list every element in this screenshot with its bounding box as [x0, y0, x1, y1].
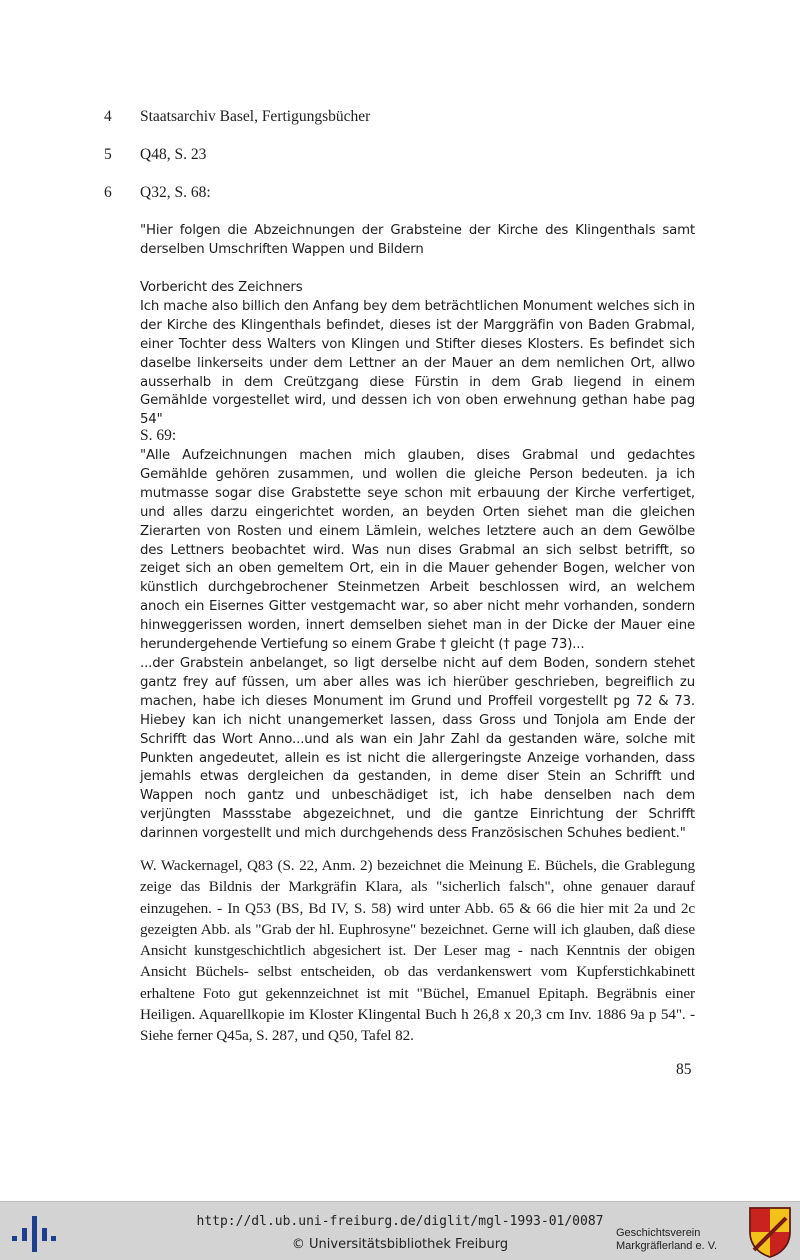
publisher-line-1: Geschichtsverein	[616, 1227, 701, 1239]
footnote-6	[0, 184, 800, 206]
permalink-url[interactable]: http://dl.ub.uni-freiburg.de/diglit/mgl-1993-01/0087	[196, 1214, 604, 1229]
footnote-number: 6	[104, 184, 112, 201]
footnote-number: 5	[104, 146, 112, 163]
footer-bar	[0, 1201, 800, 1260]
footnote-5	[0, 146, 800, 168]
s69-quote-part2: ...der Grabstein anbelanget, so ligt derselbe nicht auf dem Boden, sondern stehet gantz frey auf füssen, um aber alles was ich hierüber geschrieben, begreiflich zu machen, habe ich dieses Monument im Grund und Proffeil vorgestellt pg 72 & 73. Hiebey kan ich nicht unangemerket lassen, dass Gross und Tonjola am Ende der Schrifft das Wort Anno...und als wan ein Jahr Zahl da gestanden wäre, solche mit Punkten angedeutet, allein es ist nicht die allergeringste Anzeige vorhanden, dass jemahls etwas dergleichen da gestanden, in deme diser Stein an Schrifft und Wappen noch gantz und unbeschädiget ist, ich habe denselben nach dem verjüngten Massstabe abgezeichnet, und die gantze Einrichtung der Schrifft darinnen vorgestellt und mich durchgehends dess Französischen Schuhes bedient."	[140, 655, 695, 842]
quote-intro-text: "Hier folgen die Abzeichnungen der Grabsteine der Kirche des Klingenthals samt derselben Umschriften Wappen und Bildern	[140, 223, 695, 257]
vorbericht-block	[140, 279, 695, 430]
footnote-4	[0, 108, 800, 130]
vorbericht-heading: Vorbericht des Zeichners	[140, 280, 303, 295]
commentary-paragraph: W. Wackernagel, Q83 (S. 22, Anm. 2) bezeichnet die Meinung E. Büchels, die Grablegung zeige das Bildnis der Markgräfin Klara, als "sicherlich falsch", ohne genauer darauf einzugehen. - In Q53 (BS, Bd IV, S. 58) wird unter Abb. 65 & 66 die hier mit 2a und 2c gezeigten Abb. als "Grab der hl. Euphrosyne" bezeichnet. Gerne will ich glauben, daß diese Ansicht kunstgeschichtlich abgesichert ist. Der Leser mag - nach Kenntnis der obigen Ansicht Büchels- selbst entscheiden, ob das verdankenswert vom Kupferstichkabinett erhaltene Foto gut gekennzeichnet ist mit "Büchel, Emanuel Epitaph. Begräbnis einer Heiligen. Aquarellkopie im Kloster Klingental Buch h 26,8 x 20,3 cm Inv. 1886 9a p 54". -Siehe ferner Q45a, S. 287, und Q50, Tafel 82.	[140, 857, 695, 1045]
publisher-name	[616, 1227, 717, 1253]
publisher-line-2: Markgräflerland e. V.	[616, 1240, 718, 1252]
footnote-text: Q48, S. 23	[140, 146, 207, 163]
s69-quote-part1: "Alle Aufzeichnungen machen mich glauben, dises Grabmal und gedachtes Gemählde gehören zusammen, und wollen die gleiche Person bedeuten. ja ich mutmasse sogar dise Grabstette seye schon mit erbauung der Kirche verfertiget, und alles darzu eingerichtet worden, an beyden Orten siehet man die gleichen Zierarten von Rosten und einem Lämlein, welches letztere auch an dem Gewölbe des Lettners beobachtet wird. Was nun dises Grabmal an sich selbst betrifft, so zeiget sich an oben gemeltem Ort, ein in die Mauer gehender Bogen, welcher von künstlich durchgebrochener Steinmetzen Arbeit beschlossen wird, an welchem anoch ein Eisernes Gitter vestgemacht war, so aber nicht mehr vorhanden, sondern hinweggerissen worden, innert demselben siehet man in der Dicke der Mauer eine herundergehende Vertiefung so einem Grabe † gleicht († page 73)...	[140, 448, 695, 653]
quote-intro	[140, 222, 695, 260]
footnote-text: Q32, S. 68:	[140, 184, 211, 201]
coat-of-arms-icon	[748, 1206, 792, 1258]
s69-quote	[140, 447, 695, 844]
footnote-text: Staatsarchiv Basel, Fertigungsbücher	[140, 108, 371, 125]
footnote-number: 4	[104, 108, 112, 125]
s69-label: S. 69:	[140, 427, 177, 444]
page-number: 85	[676, 1061, 692, 1078]
vorbericht-text: Ich mache also billich den Anfang bey dem beträchtlichen Monument welches sich in der Kirche des Klingenthals befindet, dieses ist der Marggräfin von Baden Grabmal, einer Tochter dess Walters von Klingen und Stifter dieses Klosters. Es befindet sich daselbe linkerseits under dem Lettner an der Mauer an dem nemlichen Ort, allwo ausserhalb in dem Creützgang diese Fürstin in dem Grab liegend in einem Gemählde vorgestellet wird, und dessen ich von oben erwehnung gethan habe pag 54"	[140, 298, 695, 428]
copyright-notice: © Universitätsbibliothek Freiburg	[291, 1237, 509, 1252]
